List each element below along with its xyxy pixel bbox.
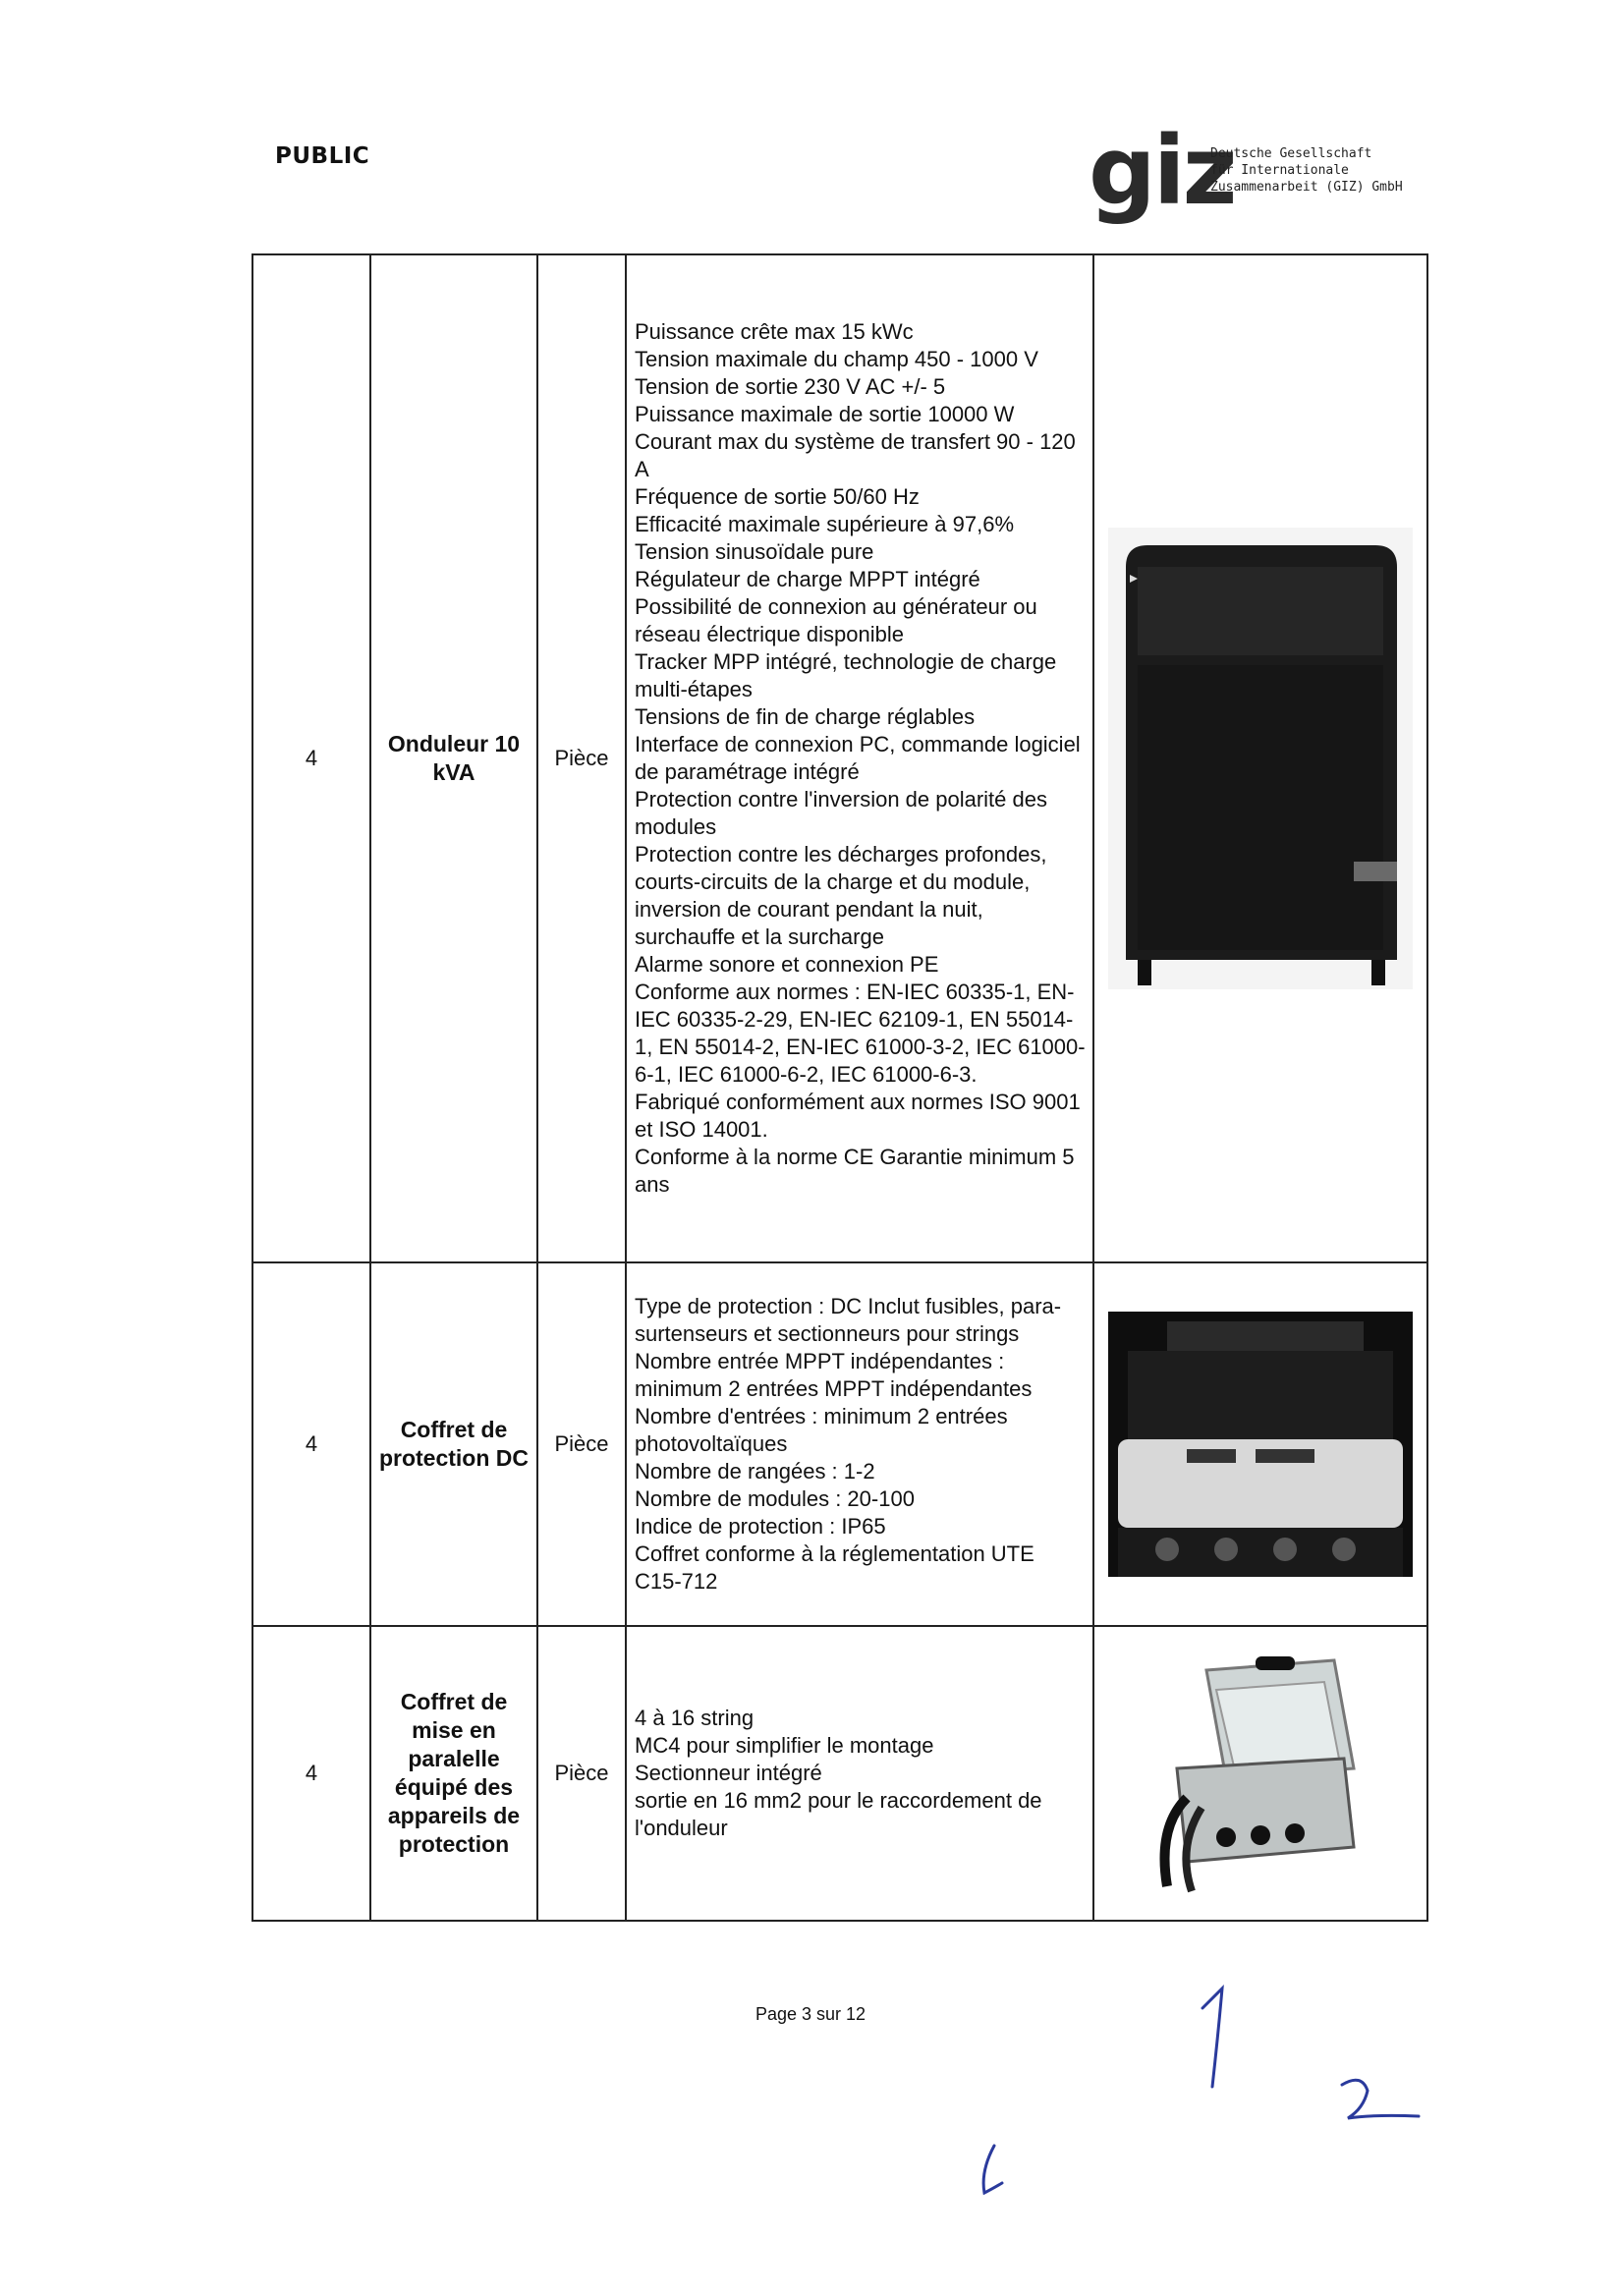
handwritten-1: [1189, 1985, 1238, 2093]
classification-label: PUBLIC: [275, 143, 370, 169]
spec-line: Nombre d'entrées : minimum 2 entrées photovoltaïques: [635, 1404, 1008, 1456]
spec-line: Régulateur de charge MPPT intégré: [635, 567, 980, 591]
table-row: [252, 1262, 1427, 1626]
logo-mark: giz: [1089, 116, 1235, 226]
quantity-cell: 4: [252, 1626, 370, 1921]
spec-line: Tension sinusoïdale pure: [635, 539, 874, 564]
handwritten-tick: [973, 2142, 1012, 2201]
unit-cell: Pièce: [537, 1626, 626, 1921]
spec-line: Conforme aux normes : EN-IEC 60335-1, EN-IEC 60335-2-29, EN-IEC 62109-1, EN 55014-1, EN 55014-2, EN-IEC 61000-3-2, IEC 61000-6-1, IEC 61000-6-2, IEC 61000-6-3.: [635, 980, 1086, 1087]
quantity-cell: 4: [252, 254, 370, 1262]
spec-line: Puissance maximale de sortie 10000 W: [635, 402, 1015, 426]
quantity-cell: 4: [252, 1262, 370, 1626]
spec-line: sortie en 16 mm2 pour le raccordement de l'onduleur: [635, 1788, 1042, 1840]
dc-protection-box-photo: [1108, 1312, 1413, 1577]
spec-line: Sectionneur intégré: [635, 1761, 822, 1785]
equipment-spec-table: [252, 253, 1428, 1922]
unit-cell: Pièce: [537, 254, 626, 1262]
spec-line: Interface de connexion PC, commande logiciel de paramétrage intégré: [635, 732, 1081, 784]
spec-line: Indice de protection : IP65: [635, 1514, 886, 1539]
spec-line: Fréquence de sortie 50/60 Hz: [635, 484, 920, 509]
spec-line: Tracker MPP intégré, technologie de charge multi-étapes: [635, 649, 1057, 701]
image-cell: [1093, 1626, 1427, 1921]
spec-line: Nombre entrée MPPT indépendantes : minimum 2 entrées MPPT indépendantes: [635, 1349, 1033, 1401]
spec-line: Possibilité de connexion au générateur ou réseau électrique disponible: [635, 594, 1037, 646]
logo-line: für Internationale: [1210, 163, 1349, 178]
spec-line: Fabriqué conformément aux normes ISO 9001 et ISO 14001.: [635, 1090, 1081, 1142]
specs-cell: [626, 1262, 1093, 1626]
logo-text: [1210, 145, 1446, 196]
spec-line: Efficacité maximale supérieure à 97,6%: [635, 512, 1015, 536]
specs-cell: [626, 254, 1093, 1262]
page-number: Page 3 sur 12: [755, 2004, 866, 2024]
spec-line: Alarme sonore et connexion PE: [635, 952, 939, 977]
unit-cell: Pièce: [537, 1262, 626, 1626]
spec-line: Coffret conforme à la réglementation UTE C15-712: [635, 1541, 1034, 1594]
spec-line: 4 à 16 string: [635, 1706, 755, 1730]
item-name-cell: Coffret de mise en paralelle équipé des appareils de protection: [370, 1626, 537, 1921]
spec-line: Protection contre les décharges profondes, courts-circuits de la charge et du module, inversion de courant pendant la nuit, surchauffe et la surcharge: [635, 842, 1047, 949]
spec-line: Tension de sortie 230 V AC +/- 5: [635, 374, 946, 399]
item-name-cell: Coffret de protection DC: [370, 1262, 537, 1626]
logo-line: Deutsche Gesellschaft: [1210, 146, 1372, 161]
combiner-box-photo: [1147, 1651, 1373, 1896]
image-cell: [1093, 254, 1427, 1262]
table-row: [252, 1626, 1427, 1921]
spec-line: Tension maximale du champ 450 - 1000 V: [635, 347, 1038, 371]
spec-line: Conforme à la norme CE Garantie minimum 5 ans: [635, 1145, 1075, 1197]
spec-line: Protection contre l'inversion de polarité des modules: [635, 787, 1047, 839]
logo-line: Zusammenarbeit (GIZ) GmbH: [1210, 180, 1403, 195]
spec-line: Puissance crête max 15 kWc: [635, 319, 914, 344]
image-cell: [1093, 1262, 1427, 1626]
spec-line: Type de protection : DC Inclut fusibles, para-surtenseurs et sectionneurs pour strings: [635, 1294, 1062, 1346]
item-name-cell: Onduleur 10 kVA: [370, 254, 537, 1262]
handwritten-2: [1336, 2073, 1425, 2132]
table-row: [252, 254, 1427, 1262]
spec-line: MC4 pour simplifier le montage: [635, 1733, 934, 1758]
spec-line: Courant max du système de transfert 90 - 120 A: [635, 429, 1076, 481]
inverter-photo: [1108, 528, 1413, 989]
spec-line: Tensions de fin de charge réglables: [635, 704, 976, 729]
specs-cell: [626, 1626, 1093, 1921]
spec-line: Nombre de modules : 20-100: [635, 1486, 915, 1511]
spec-line: Nombre de rangées : 1-2: [635, 1459, 875, 1484]
